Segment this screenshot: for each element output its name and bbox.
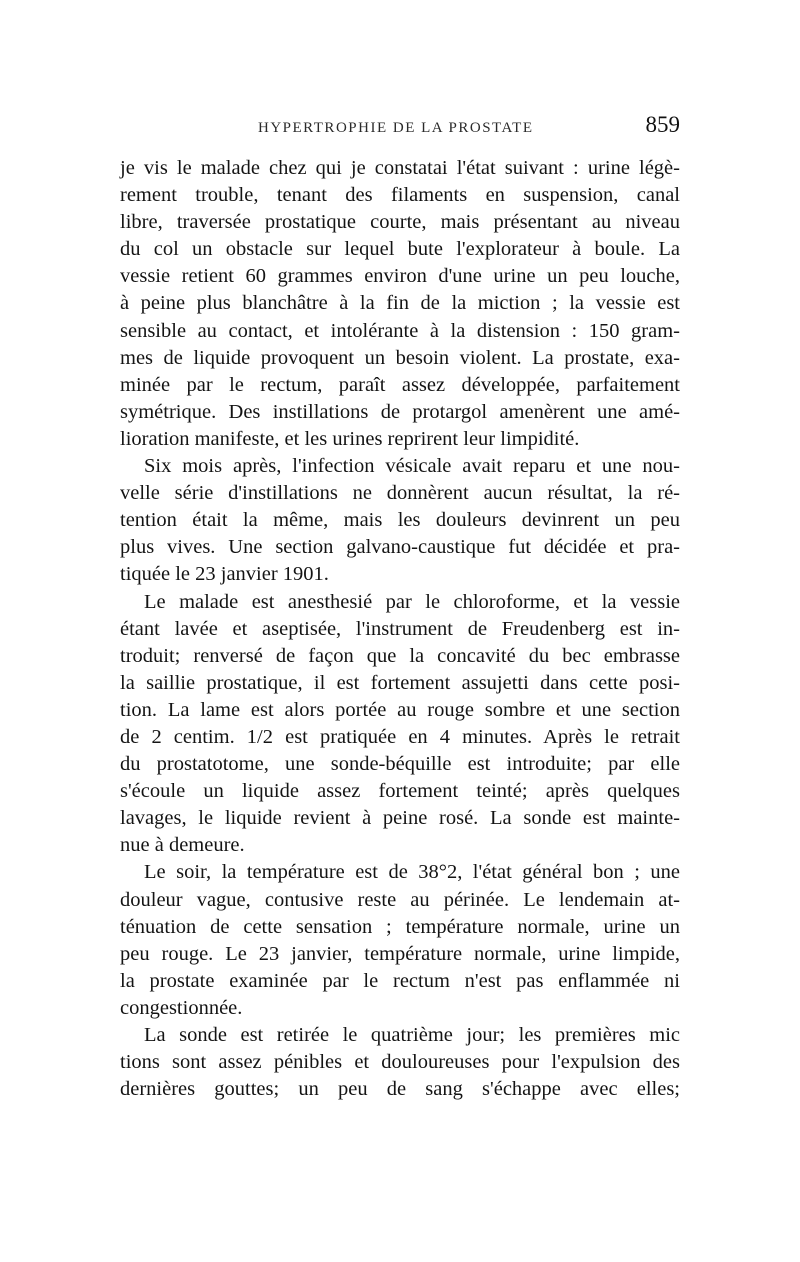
text-line: nue à demeure. [120,834,245,857]
text-line: dernières gouttes; un peu de sang s'échappe avec elles; [120,1078,680,1101]
text-line: la prostate examinée par le rectum n'est pas enflammée ni [120,969,680,992]
text-line: étant lavée et aseptisée, l'instrument de Freudenberg est in- [120,617,680,640]
text-line: troduit; renversé de façon que la concavité du bec embrasse [120,644,680,667]
text-line: mes de liquide provoquent un besoin violent. La prostate, exa- [120,346,680,369]
page-number: 859 [645,112,680,137]
text-line: s'écoule un liquide assez fortement teinté; après quelques [120,780,680,803]
running-head [120,110,682,144]
text-line: ténuation de cette sensation ; température normale, urine un [120,915,680,938]
text-line: La sonde est retirée le quatrième jour; les premières mic [144,1024,680,1046]
running-title: HYPERTROPHIE DE LA PROSTATE [258,120,534,136]
text-line: du prostatotome, une sonde-béquille est introduite; par elle [120,753,680,776]
text-line: de 2 centim. 1/2 est pratiquée en 4 minutes. Après le retrait [120,725,680,748]
text-line: minée par le rectum, paraît assez développée, parfaitement [120,373,680,396]
text-line: peu rouge. Le 23 janvier, température normale, urine limpide, [120,942,680,965]
text-line: libre, traversée prostatique courte, mais présentant au niveau [120,211,680,234]
paragraph [120,589,680,860]
paragraph [120,859,680,1022]
text-line: Le soir, la température est de 38°2, l'état général bon ; une [144,861,680,884]
text-line: plus vives. Une section galvano-caustique fut décidée et pra- [120,536,680,559]
paragraph [120,453,680,588]
text-line: rement trouble, tenant des filaments en suspension, canal [120,184,680,207]
text-line: tions sont assez pénibles et douloureuses pour l'expulsion des [120,1051,680,1074]
text-line: à peine plus blanchâtre à la fin de la miction ; la vessie est [120,292,680,315]
text-line: Le malade est anesthesié par le chloroforme, et la vessie [144,590,680,613]
text-line: douleur vague, contusive reste au périnée. Le lendemain at- [120,888,680,911]
text-line: congestionnée. [120,996,243,1019]
text-line: tention était la même, mais les douleurs devinrent un peu [120,509,680,532]
body-text [120,155,680,1103]
paragraph [120,1022,680,1103]
text-line: tiquée le 23 janvier 1901. [120,563,329,586]
text-line: je vis le malade chez qui je constatai l'état suivant : urine légè- [120,157,680,179]
text-line: symétrique. Des instillations de protargol amenèrent une amé- [120,400,680,423]
text-line: sensible au contact, et intolérante à la distension : 150 gram- [120,319,680,342]
text-line: du col un obstacle sur lequel bute l'explorateur à boule. La [120,238,680,261]
text-line: vessie retient 60 grammes environ d'une urine un peu louche, [120,265,680,288]
text-line: Six mois après, l'infection vésicale avait reparu et une nou- [144,455,680,478]
text-line: la saillie prostatique, il est fortement assujetti dans cette posi- [120,671,680,694]
paragraph [120,155,680,453]
text-line: velle série d'instillations ne donnèrent aucun résultat, la ré- [120,482,680,505]
text-line: tion. La lame est alors portée au rouge sombre et une section [120,698,680,721]
text-line: lioration manifeste, et les urines reprirent leur limpidité. [120,427,580,450]
text-line: lavages, le liquide revient à peine rosé. La sonde est mainte- [120,807,680,830]
